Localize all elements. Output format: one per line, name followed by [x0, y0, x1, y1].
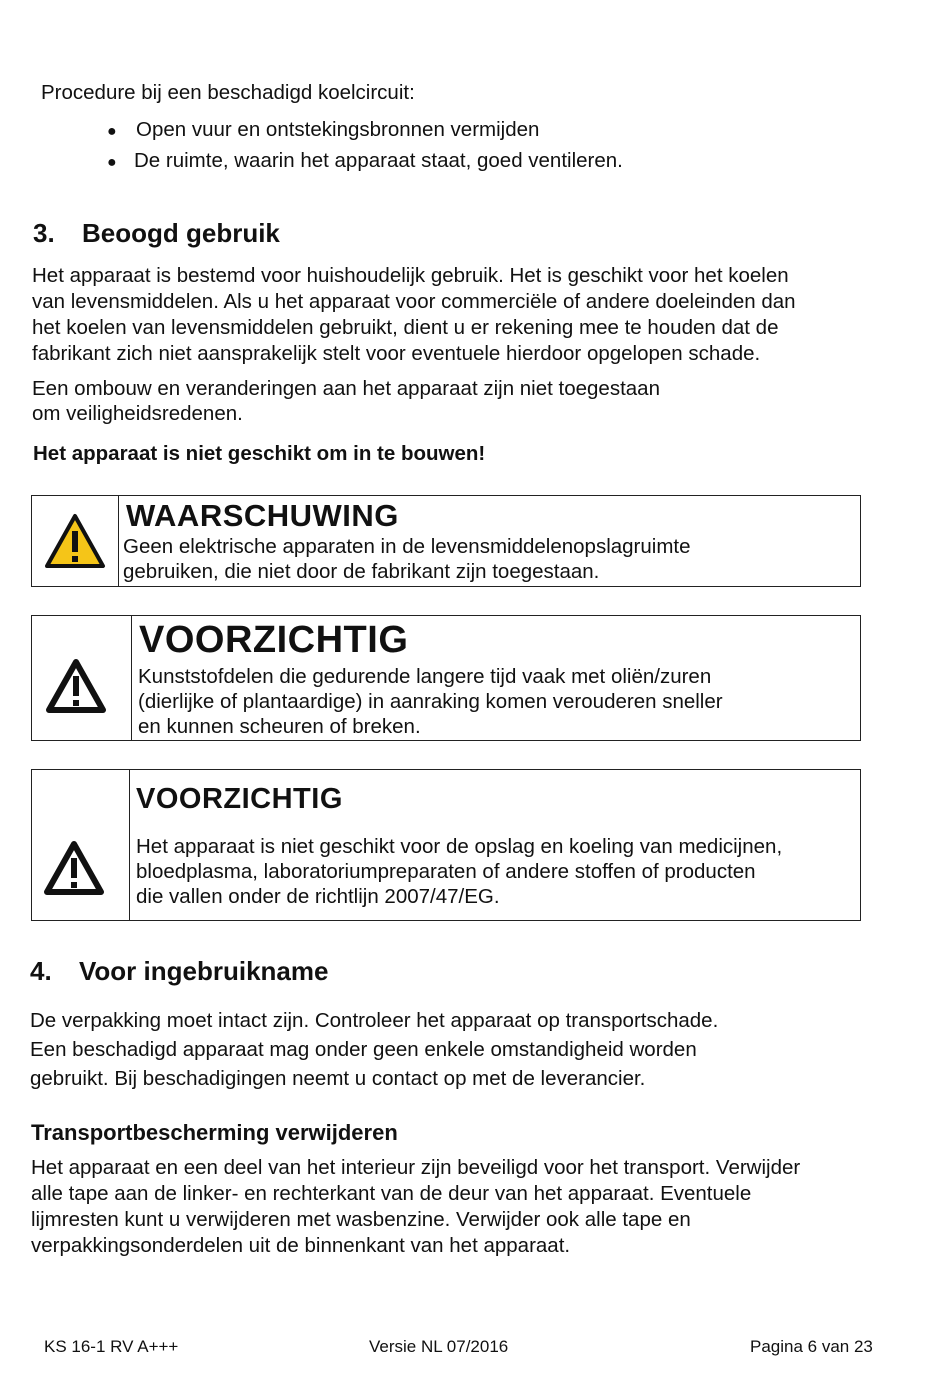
paragraph-line: om veiligheidsredenen.: [32, 402, 243, 425]
bullet-marker: ●: [107, 123, 117, 140]
bullet-marker: ●: [107, 154, 117, 171]
paragraph-line: verpakkingsonderdelen uit de binnenkant van het apparaat.: [31, 1234, 571, 1257]
caution-text-line: Het apparaat is niet geschikt voor de opslag en koeling van medicijnen,: [136, 835, 783, 858]
paragraph-line: lijmresten kunt u verwijderen met wasbenzine. Verwijder ook alle tape en: [31, 1208, 691, 1231]
section-title: Voor ingebruikname: [79, 956, 329, 986]
caution-text-line: bloedplasma, laboratoriumpreparaten of andere stoffen of producten: [136, 860, 756, 883]
bold-note: Het apparaat is niet geschikt om in te bouwen!: [33, 442, 486, 465]
footer-model: KS 16-1 RV A+++: [44, 1337, 179, 1356]
paragraph-line: Het apparaat en een deel van het interieur zijn beveiligd voor het transport. Verwijder: [31, 1156, 801, 1179]
signal-word: VOORZICHTIG: [136, 783, 343, 815]
footer-page-number: Pagina 6 van 23: [750, 1337, 873, 1356]
signal-word: WAARSCHUWING: [126, 498, 399, 533]
warning-text-line: Geen elektrische apparaten in de levensmiddelenopslagruimte: [123, 535, 691, 558]
paragraph-line: De verpakking moet intact zijn. Controleer het apparaat op transportschade.: [30, 1009, 719, 1032]
section-number: 3.: [33, 218, 55, 248]
paragraph-line: Het apparaat is bestemd voor huishoudelijk gebruik. Het is geschikt voor het koelen: [32, 264, 789, 287]
paragraph-line: fabrikant zich niet aansprakelijk stelt voor eventuele hierdoor opgelopen schade.: [32, 342, 761, 365]
paragraph-line: van levensmiddelen. Als u het apparaat voor commerciële of andere doeleinden dan: [32, 290, 796, 313]
paragraph-line: alle tape aan de linker- en rechterkant van de deur van het apparaat. Eventuele: [31, 1182, 752, 1205]
paragraph-line: Een beschadigd apparaat mag onder geen enkele omstandigheid worden: [30, 1038, 697, 1061]
list-item: De ruimte, waarin het apparaat staat, goed ventileren.: [134, 149, 623, 172]
caution-text-line: en kunnen scheuren of breken.: [138, 715, 421, 738]
subheading: Transportbescherming verwijderen: [31, 1120, 398, 1145]
section-title: Beoogd gebruik: [82, 218, 280, 248]
section-number: 4.: [30, 956, 52, 986]
caution-text-line: Kunststofdelen die gedurende langere tijd vaak met oliën/zuren: [138, 665, 712, 688]
footer-version: Versie NL 07/2016: [369, 1337, 509, 1356]
paragraph-line: gebruikt. Bij beschadigingen neemt u contact op met de leverancier.: [30, 1067, 646, 1090]
warning-box: [31, 495, 861, 587]
caution-text-line: die vallen onder de richtlijn 2007/47/EG.: [136, 885, 500, 908]
intro-label: Procedure bij een beschadigd koelcircuit:: [41, 81, 415, 104]
paragraph-line: Een ombouw en veranderingen aan het apparaat zijn niet toegestaan: [32, 377, 660, 400]
list-item: Open vuur en ontstekingsbronnen vermijden: [136, 118, 540, 141]
caution-box: [31, 769, 861, 921]
warning-triangle-outline-icon: [43, 840, 105, 896]
paragraph-line: het koelen van levensmiddelen gebruikt, dient u er rekening mee te houden dat de: [32, 316, 779, 339]
caution-box: [31, 615, 861, 741]
warning-triangle-yellow-icon: [44, 513, 106, 569]
warning-text-line: gebruiken, die niet door de fabrikant zijn toegestaan.: [123, 560, 600, 583]
warning-triangle-outline-icon: [45, 658, 107, 714]
signal-word: VOORZICHTIG: [139, 619, 409, 661]
caution-text-line: (dierlijke of plantaardige) in aanraking komen verouderen sneller: [138, 690, 723, 713]
